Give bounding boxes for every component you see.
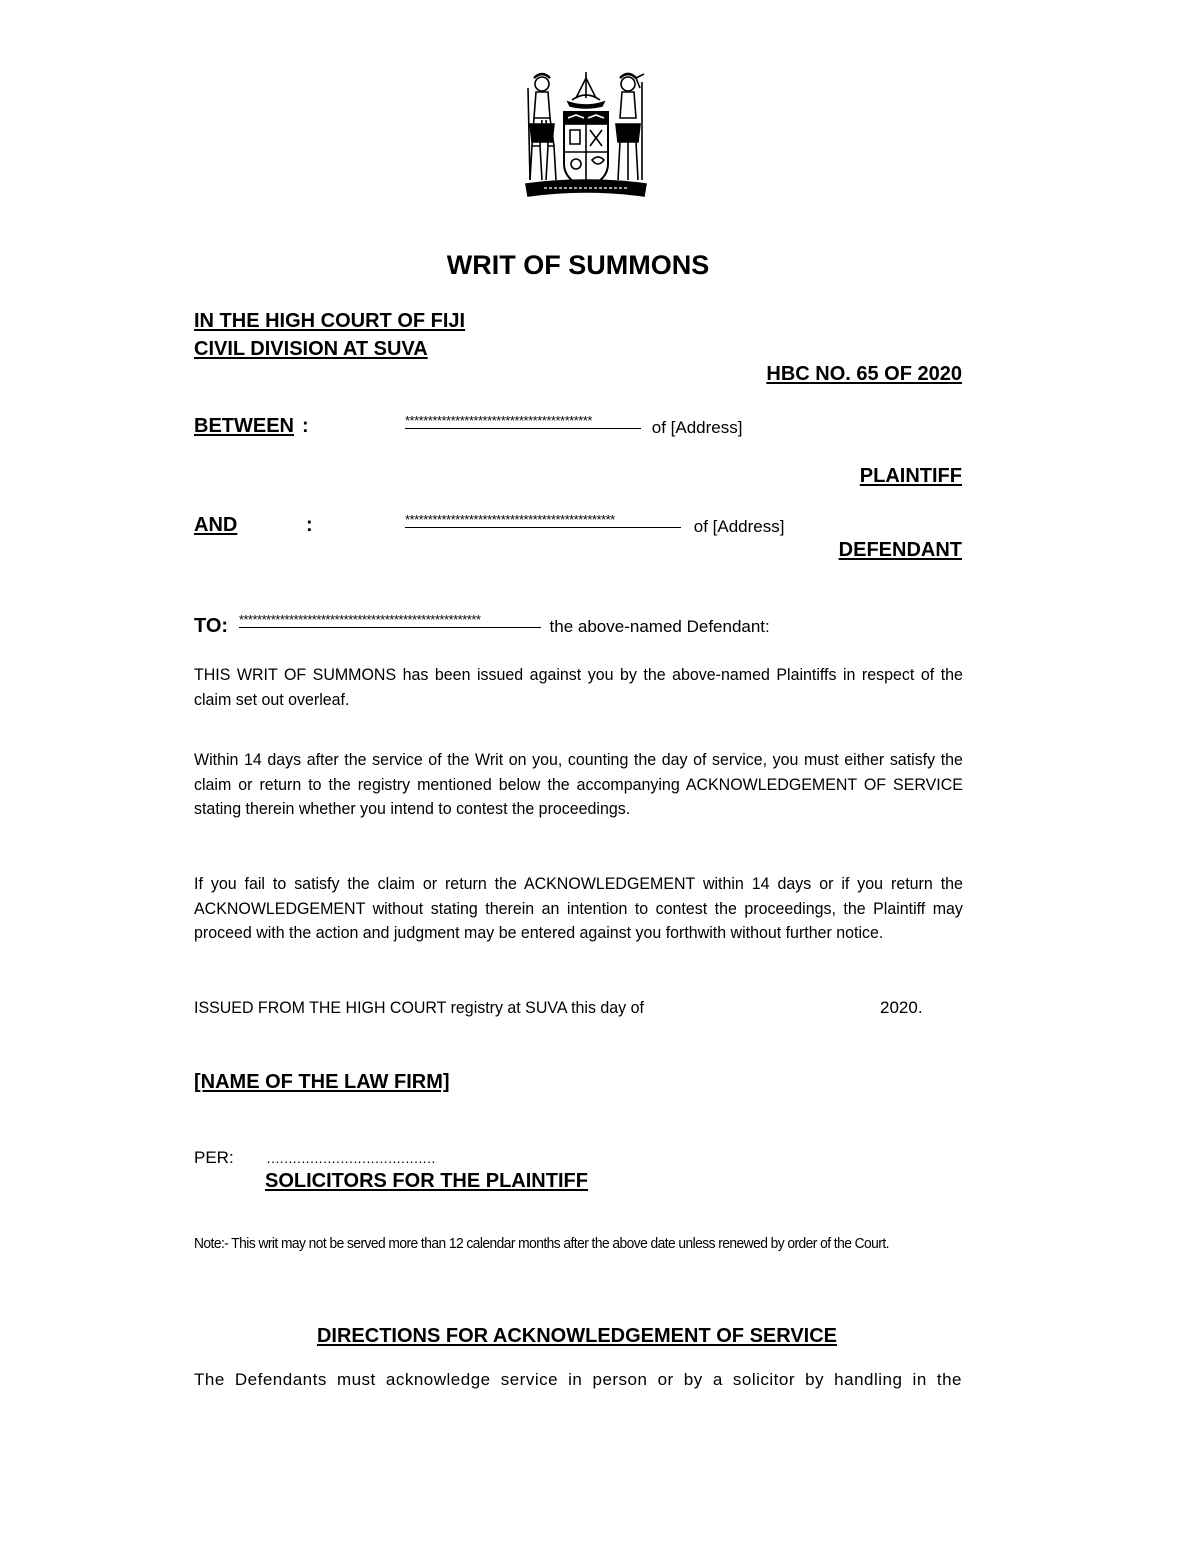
issued-text: ISSUED FROM THE HIGH COURT registry at SUVA this day of (194, 998, 644, 1017)
court-name: IN THE HIGH COURT OF FIJI (194, 310, 466, 332)
defendant-line (405, 513, 784, 540)
law-firm-name: [NAME OF THE LAW FIRM] (194, 1071, 450, 1093)
to-suffix: the above-named Defendant: (549, 617, 770, 636)
to-label: TO: (194, 615, 229, 637)
between-colon: : (302, 415, 309, 437)
paragraph-within-14-days: Within 14 days after the service of the Writ on you, counting the day of service, you must either satisfy the claim or return to the registry mentioned below the accompanying ACKNOWLEDGEMENT OF SERVICE stating therein whether you intend to contest the proceedings. (194, 750, 963, 818)
plaintiff-line (405, 414, 742, 441)
directions-heading: DIRECTIONS FOR ACKNOWLEDGEMENT OF SERVICE (316, 1325, 838, 1347)
defendant-address: of [Address] (693, 517, 785, 536)
defendant-role: DEFENDANT (838, 539, 962, 561)
to-name: ***************************************************** (239, 613, 541, 628)
between-label: BETWEEN (194, 415, 294, 437)
court-division: CIVIL DIVISION AT SUVA (194, 338, 428, 360)
plaintiff-address: of [Address] (651, 418, 743, 437)
signature-dots: ………………………………… (266, 1150, 435, 1166)
document-title: WRIT OF SUMMONS (446, 250, 710, 280)
case-number: HBC NO. 65 OF 2020 (766, 363, 962, 385)
directions-text: The Defendants must acknowledge service in person or by a solicitor by handling in the (194, 1370, 962, 1389)
plaintiff-role: PLAINTIFF (859, 465, 962, 487)
paragraph-if-you-fail: If you fail to satisfy the claim or return the ACKNOWLEDGEMENT within 14 days or if you return the ACKNOWLEDGEMENT without stating therein an intention to contest the proceedings, the Plaintiff may proceed with the action and judgment may be entered against you forthwith without further notice. (194, 874, 963, 942)
defendant-name: ********************************************** (405, 513, 681, 528)
paragraph-issued-against: THIS WRIT OF SUMMONS has been issued against you by the above-named Plaintiffs in respect of the claim set out overleaf. (194, 665, 963, 709)
fiji-coat-of-arms-icon (524, 68, 648, 202)
and-label: AND (194, 514, 238, 536)
to-line (194, 613, 770, 640)
plaintiff-name: ***************************************** (405, 414, 641, 429)
note-text: Note:- This writ may not be served more than 12 calendar months after the above date unless renewed by order of the Court. (194, 1235, 889, 1252)
and-colon: : (306, 514, 313, 536)
solicitors-label: SOLICITORS FOR THE PLAINTIFF (265, 1170, 588, 1192)
issued-year: 2020. (880, 998, 923, 1017)
per-label: PER: (194, 1148, 234, 1167)
